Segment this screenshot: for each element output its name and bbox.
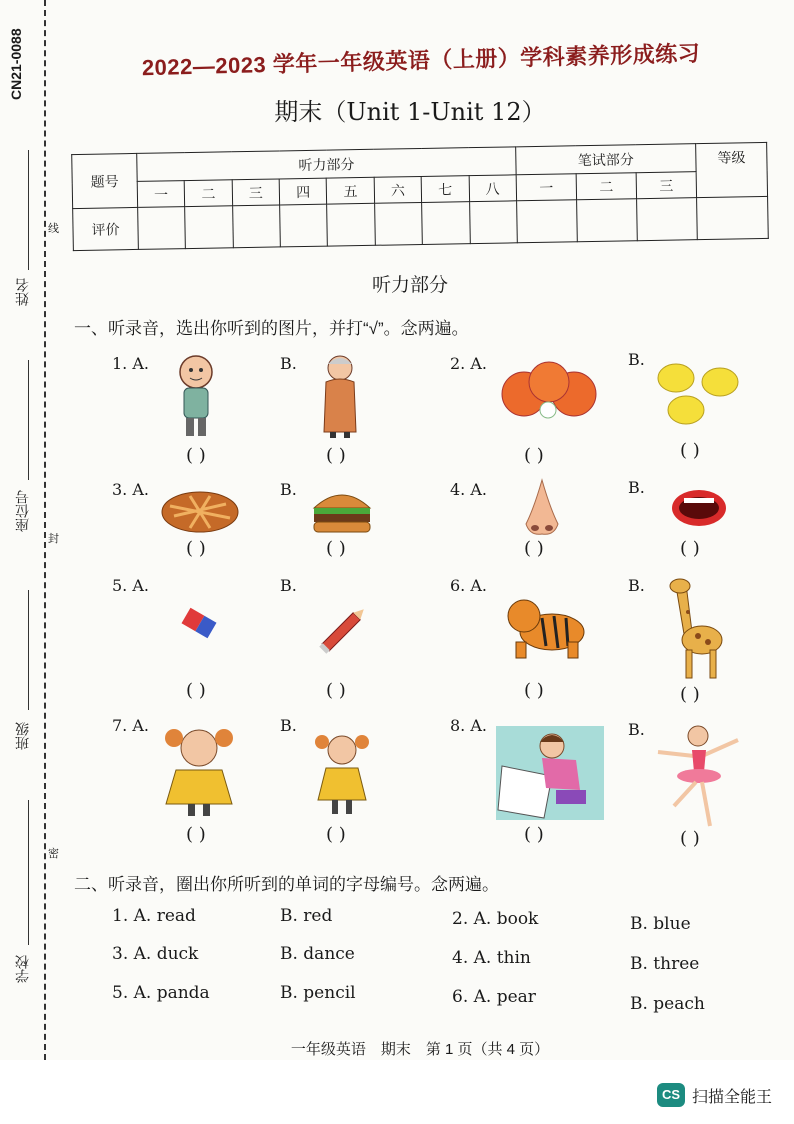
eval-cell[interactable] xyxy=(185,206,233,249)
mouth-picture xyxy=(670,486,728,530)
row-label-question-no: 题号 xyxy=(72,153,138,208)
part2-instruction: 二、听录音，圈出你所听到的单词的字母编号。念两遍。 xyxy=(74,875,499,894)
q7-a-answer-bracket[interactable]: ( ) xyxy=(186,824,206,845)
q5-b-answer-bracket[interactable]: ( ) xyxy=(326,680,346,701)
q4-b-answer-bracket[interactable]: ( ) xyxy=(680,538,700,559)
listening-col: 六 xyxy=(374,176,422,203)
p2-q5-option-a[interactable]: 5. A. panda xyxy=(112,983,210,1003)
p2-q1-option-b[interactable]: B. red xyxy=(280,906,333,926)
grade-header: 等级 xyxy=(696,142,768,197)
school-label: 学校 xyxy=(14,955,30,983)
writing-col: 三 xyxy=(636,172,697,199)
q1-b-label: B. xyxy=(280,354,297,373)
writing-col: 二 xyxy=(576,173,636,200)
listening-col: 二 xyxy=(185,180,233,207)
girl-small-picture xyxy=(306,728,378,818)
tiger-picture xyxy=(502,590,590,662)
seat-label: 座位号 xyxy=(14,490,30,532)
eval-cell[interactable] xyxy=(516,200,577,243)
camscanner-logo-icon: CS xyxy=(657,1083,685,1107)
binding-dashed-line xyxy=(44,0,46,1060)
p2-q4-option-a[interactable]: 4. A. thin xyxy=(452,948,531,968)
q8-b-label: B. xyxy=(628,720,645,739)
girl-drawing-picture xyxy=(496,726,604,820)
listening-col: 七 xyxy=(421,176,469,203)
p2-q3-option-a[interactable]: 3. A. duck xyxy=(112,944,199,964)
p2-q2-option-b[interactable]: B. blue xyxy=(630,914,691,934)
side-code: CN21-0088 xyxy=(8,28,24,100)
hamburger-picture xyxy=(310,486,374,536)
p2-q6-option-a[interactable]: 6. A. pear xyxy=(452,987,536,1007)
pencil-picture xyxy=(314,598,374,660)
class-label: 班级 xyxy=(14,722,30,750)
q3-a-answer-bracket[interactable]: ( ) xyxy=(186,538,206,559)
p2-q1-option-a[interactable]: 1. A. read xyxy=(112,906,196,926)
q4-a-answer-bracket[interactable]: ( ) xyxy=(524,538,544,559)
score-table xyxy=(71,142,769,251)
q1-b-answer-bracket[interactable]: ( ) xyxy=(326,445,346,466)
school-rule xyxy=(28,800,29,945)
q1-a-answer-bracket[interactable]: ( ) xyxy=(186,445,206,466)
q4-b-label: B. xyxy=(628,478,645,497)
exam-subtitle: 期末（Unit 1-Unit 12） xyxy=(274,98,546,126)
eval-cell[interactable] xyxy=(469,201,517,244)
name-label: 姓名 xyxy=(14,278,30,306)
eval-cell[interactable] xyxy=(232,205,280,248)
p2-q5-option-b[interactable]: B. pencil xyxy=(280,983,356,1003)
q3-b-answer-bracket[interactable]: ( ) xyxy=(326,538,346,559)
nose-picture xyxy=(520,478,564,540)
eval-cell[interactable] xyxy=(422,202,470,245)
q7-a-label: 7. A. xyxy=(112,716,149,735)
eval-cell[interactable] xyxy=(636,198,697,241)
listening-col: 四 xyxy=(279,178,327,205)
q6-a-answer-bracket[interactable]: ( ) xyxy=(524,680,544,701)
listening-col: 三 xyxy=(232,179,280,206)
name-rule xyxy=(28,150,29,270)
q7-b-answer-bracket[interactable]: ( ) xyxy=(326,824,346,845)
p2-q2-option-a[interactable]: 2. A. book xyxy=(452,909,539,929)
girl-big-picture xyxy=(156,722,242,818)
page-footer: 一年级英语 期末 第 1 页（共 4 页） xyxy=(290,1041,550,1058)
seal-mark-mi: 密 xyxy=(48,848,59,860)
seal-mark-xian: 线 xyxy=(48,223,59,235)
p2-q4-option-b[interactable]: B. three xyxy=(630,954,700,974)
eval-cell[interactable] xyxy=(576,199,637,242)
row-label-evaluation: 评价 xyxy=(73,207,139,250)
q5-b-label: B. xyxy=(280,576,297,595)
writing-col: 一 xyxy=(516,174,576,201)
eval-cell[interactable] xyxy=(138,207,186,250)
q4-a-label: 4. A. xyxy=(450,480,487,499)
bald-grandpa-picture xyxy=(172,352,222,440)
eval-cell[interactable] xyxy=(327,203,375,246)
class-rule xyxy=(28,590,29,710)
listening-col: 八 xyxy=(469,175,517,202)
eraser-picture xyxy=(176,600,222,646)
q8-a-label: 8. A. xyxy=(450,716,487,735)
q2-a-answer-bracket[interactable]: ( ) xyxy=(524,445,544,466)
part1-instruction: 一、听录音，选出你听到的图片，并打“√”。念两遍。 xyxy=(74,319,469,338)
q6-b-answer-bracket[interactable]: ( ) xyxy=(680,684,700,705)
q5-a-answer-bracket[interactable]: ( ) xyxy=(186,680,206,701)
listening-col: 一 xyxy=(137,181,185,208)
writing-header: 笔试部分 xyxy=(516,144,697,175)
q7-b-label: B. xyxy=(280,716,297,735)
pie-picture xyxy=(160,486,240,536)
q2-b-answer-bracket[interactable]: ( ) xyxy=(680,440,700,461)
giraffe-picture xyxy=(662,576,728,682)
exam-title: 2022—2023 学年一年级英语（上册）学科素养形成练习 xyxy=(141,40,701,81)
oranges-picture xyxy=(498,360,600,424)
lemons-picture xyxy=(654,356,742,430)
q5-a-label: 5. A. xyxy=(112,576,149,595)
section-title-listening: 听力部分 xyxy=(371,275,448,296)
q3-a-label: 3. A. xyxy=(112,480,149,499)
p2-q3-option-b[interactable]: B. dance xyxy=(280,944,355,964)
q2-a-label: 2. A. xyxy=(450,354,487,373)
ballerina-picture xyxy=(654,722,740,830)
eval-cell[interactable] xyxy=(697,196,769,239)
q2-b-label: B. xyxy=(628,350,645,369)
seat-rule xyxy=(28,360,29,480)
p2-q6-option-b[interactable]: B. peach xyxy=(630,994,705,1014)
grandma-picture xyxy=(318,352,362,440)
q8-b-answer-bracket[interactable]: ( ) xyxy=(680,828,700,849)
q8-a-answer-bracket[interactable]: ( ) xyxy=(524,824,544,845)
listening-header: 听力部分 xyxy=(137,147,516,182)
q6-b-label: B. xyxy=(628,576,645,595)
seal-mark-feng: 封 xyxy=(48,533,59,545)
q3-b-label: B. xyxy=(280,480,297,499)
camscanner-watermark-text: 扫描全能王 xyxy=(692,1089,773,1106)
q1-a-label: 1. A. xyxy=(112,354,149,373)
listening-col: 五 xyxy=(327,177,375,204)
eval-cell[interactable] xyxy=(280,204,328,247)
q6-a-label: 6. A. xyxy=(450,576,487,595)
eval-cell[interactable] xyxy=(374,202,422,245)
